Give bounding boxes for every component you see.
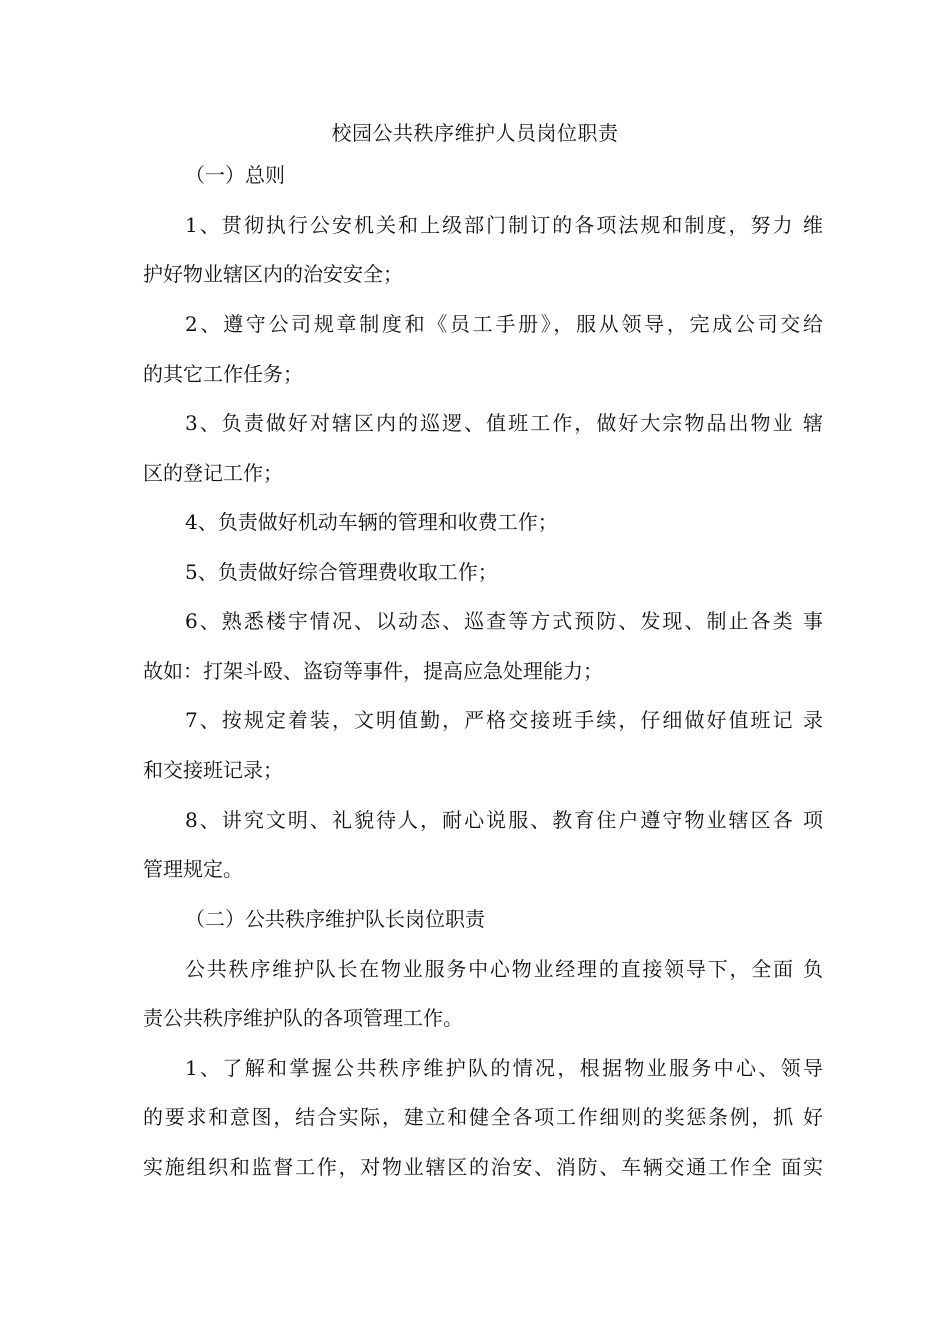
paragraph-line: 的其它工作任务； (143, 362, 303, 386)
paragraph-line: 护好物业辖区内的治安安全； (143, 262, 403, 286)
paragraph-line: 实施组织和监督工作，对物业辖区的治安、消防、车辆交通工作全 面实 (143, 1155, 823, 1179)
paragraph-line: 8、讲究文明、礼貌待人，耐心说服、教育住户遵守物业辖区各 项 (185, 808, 823, 832)
paragraph-line: 公共秩序维护队长在物业服务中心物业经理的直接领导下，全面 负 (185, 957, 823, 981)
paragraph-line: 1、贯彻执行公安机关和上级部门制订的各项法规和制度，努力 维 (185, 213, 823, 237)
paragraph-line: 区的登记工作； (143, 461, 283, 485)
document-title: 校园公共秩序维护人员岗位职责 (331, 121, 619, 145)
paragraph-line: 7、按规定着装，文明值勤，严格交接班手续，仔细做好值班记 录 (185, 708, 823, 732)
paragraph-line: 1、了解和掌握公共秩序维护队的情况，根据物业服务中心、领导 (185, 1056, 823, 1080)
paragraph-line: 4、负责做好机动车辆的管理和收费工作； (185, 510, 558, 534)
paragraph-line: 和交接班记录； (143, 758, 283, 782)
section-heading-captain: （二）公共秩序维护队长岗位职责 (185, 907, 485, 931)
paragraph-line: 管理规定。 (143, 857, 243, 881)
paragraph-line: 责公共秩序维护队的各项管理工作。 (143, 1006, 463, 1030)
paragraph-line: 2、遵守公司规章制度和《员工手册》，服从领导，完成公司交给 (185, 312, 823, 336)
section-heading-general: （一）总则 (185, 163, 285, 187)
paragraph-line: 6、熟悉楼宇情况、以动态、巡查等方式预防、发现、制止各类 事 (185, 609, 823, 633)
paragraph-line: 故如：打架斗殴、盗窃等事件，提高应急处理能力； (143, 659, 603, 683)
paragraph-line: 3、负责做好对辖区内的巡逻、值班工作，做好大宗物品出物业 辖 (185, 411, 823, 435)
paragraph-line: 5、负责做好综合管理费收取工作； (185, 560, 498, 584)
paragraph-line: 的要求和意图，结合实际，建立和健全各项工作细则的奖惩条例，抓 好 (143, 1105, 823, 1129)
